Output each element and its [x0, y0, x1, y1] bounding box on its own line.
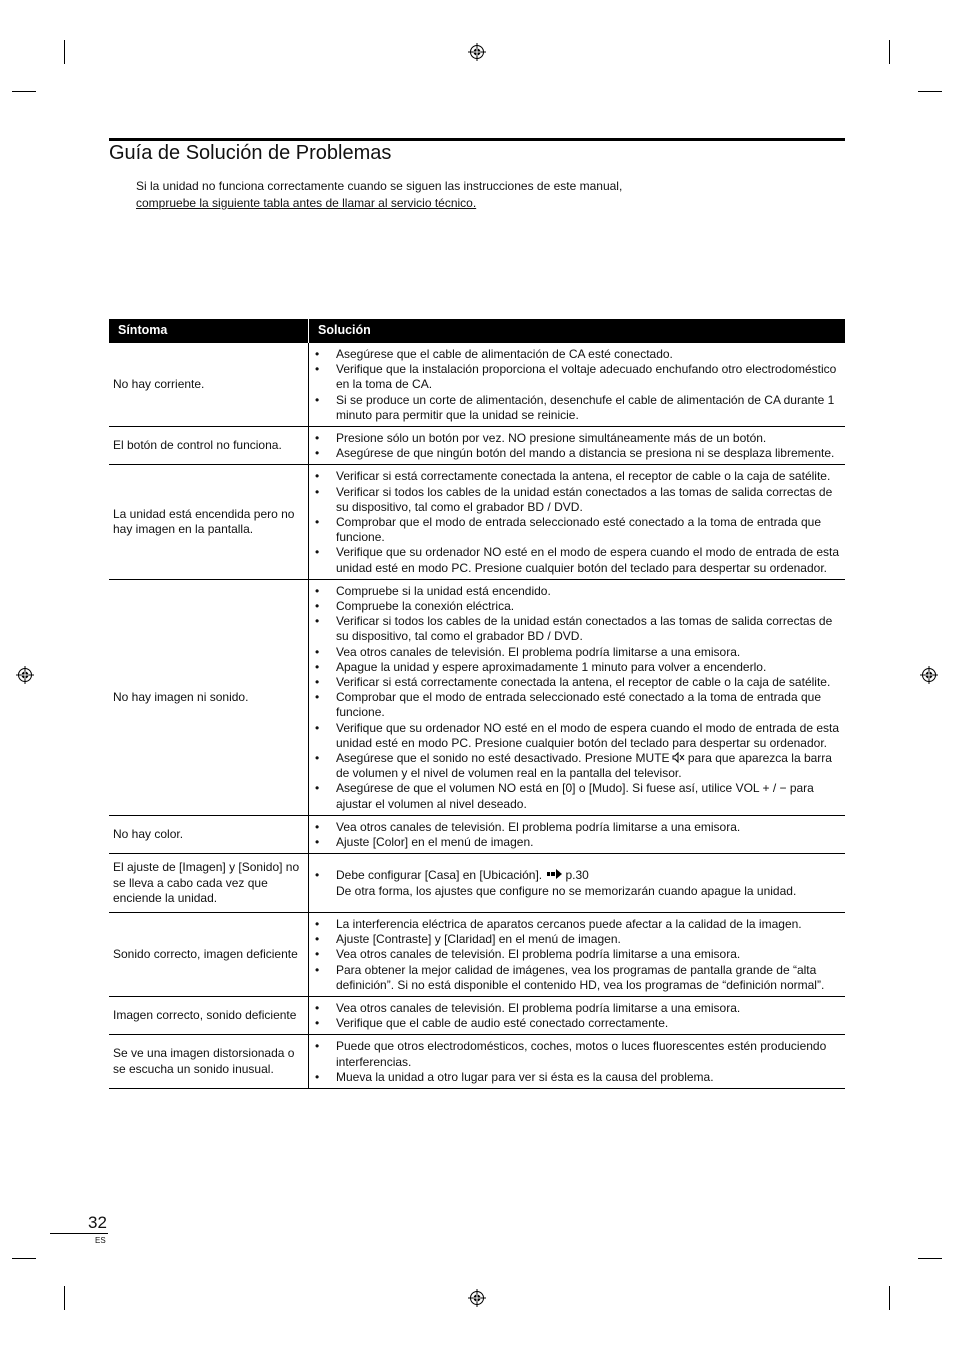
solution-item — [315, 868, 841, 883]
solution-item: • Vea otros canales de televisión. El problema podría limitarse a una emisora. — [315, 645, 841, 660]
solution-item: • Verificar si todos los cables de la unidad están conectados a las tomas de salida correctas de su dispositivo, tal como el grabador BD / DVD. — [315, 614, 841, 644]
solution-item: • Comprobar que el modo de entrada seleccionado esté conectado a la toma de entrada que funcione. — [315, 515, 841, 545]
crop-mark — [918, 91, 942, 92]
crop-mark — [889, 1286, 890, 1310]
table-row — [109, 996, 845, 1034]
menu-value: [Claridad] — [444, 932, 496, 947]
crop-mark — [64, 1286, 65, 1310]
crop-mark — [918, 1258, 942, 1259]
text: para que aparezca la barra de volumen y el nivel de volumen real en la pantalla del televisor. — [336, 751, 832, 781]
symptom-cell: El botón de control no funciona. — [109, 427, 309, 465]
table-header-row — [109, 319, 845, 343]
text: y — [225, 860, 239, 875]
table-row — [109, 1035, 845, 1089]
table-row — [109, 912, 845, 996]
symptom-cell: La unidad está encendida pero no hay imagen en la pantalla. — [109, 465, 309, 579]
symptom-cell — [109, 854, 309, 913]
vol-key-label: VOL + / − — [735, 781, 787, 796]
solution-item: • Vea otros canales de televisión. El problema podría limitarse a una emisora. — [315, 820, 841, 835]
solution-item: • Comprobar que el modo de entrada seleccionado esté conectado a la toma de entrada que funcione. — [315, 690, 841, 720]
text: El ajuste de — [113, 860, 180, 875]
menu-value: [0] — [562, 781, 576, 796]
page-number-rule — [50, 1233, 108, 1234]
symptom-cell: No hay imagen ni sonido. — [109, 579, 309, 815]
text: . Si fuese así, utilice — [625, 781, 736, 796]
solution-cell — [309, 465, 846, 579]
solution-item — [315, 781, 841, 811]
troubleshooting-table — [109, 319, 845, 1089]
text: en el menú de imagen. — [495, 932, 621, 947]
crop-mark — [889, 40, 890, 64]
solution-cell — [309, 579, 846, 815]
solution-item: • Puede que otros electrodomésticos, coches, motos o luces fluorescentes estén produciendo interferencias. — [315, 1039, 841, 1069]
table-row — [109, 427, 845, 465]
solution-item: • Compruebe si la unidad está encendido. — [315, 584, 841, 599]
solution-item: • Verifique que su ordenador NO esté en el modo de espera cuando el modo de entrada de esta unidad esté en modo PC. Presione cualquier botón del teclado para despertar su ordenador. — [315, 545, 841, 575]
solution-item: • La interferencia eléctrica de aparatos cercanos puede afectar a la calidad de la imagen. — [315, 917, 841, 932]
menu-value: [Ubicación] — [479, 868, 539, 883]
solution-cell — [309, 1035, 846, 1089]
table-row — [109, 579, 845, 815]
symptom-cell: Sonido correcto, imagen deficiente — [109, 912, 309, 996]
crop-mark — [12, 1258, 36, 1259]
arrow-reference-icon — [547, 869, 562, 879]
intro-underlined-line: compruebe la siguiente tabla antes de llamar al servicio técnico. — [136, 196, 477, 210]
solution-item: • Verifique que el cable de audio esté conectado correctamente. — [315, 1016, 841, 1031]
solution-cell — [309, 912, 846, 996]
text: o — [575, 781, 589, 796]
text: . — [820, 977, 825, 992]
quoted-term: “alta definición” — [336, 962, 817, 992]
text: Asegúrese que el sonido no esté desactivado. Presione — [336, 751, 636, 766]
header-symptom: Síntoma — [109, 319, 309, 343]
crop-mark — [64, 40, 65, 64]
header-solution: Solución — [309, 319, 846, 343]
crop-mark — [12, 91, 36, 92]
solution-item: • Asegúrese que el cable de alimentación de CA esté conectado. — [315, 347, 841, 362]
intro-line: Si la unidad no funciona correctamente cuando se siguen las instrucciones de este manual, — [136, 179, 623, 193]
registration-mark-icon — [16, 666, 34, 684]
menu-value: [Imagen] — [179, 860, 226, 875]
solution-item: • Vea otros canales de televisión. El problema podría limitarse a una emisora. — [315, 947, 841, 962]
table-row — [109, 465, 845, 579]
solution-item: • Si se produce un corte de alimentación, desenchufe el cable de alimentación de CA durante 1 minuto para permitir que la unidad se reinicie. — [315, 393, 841, 423]
text: no se lleva a cabo cada vez que enciende la unidad. — [113, 860, 300, 905]
text: Debe configurar — [336, 868, 425, 883]
symptom-cell: No hay corriente. — [109, 343, 309, 427]
text: . — [538, 868, 546, 883]
language-code: ES — [95, 1236, 106, 1245]
menu-value: [Contraste] — [372, 932, 432, 947]
registration-mark-icon — [920, 666, 938, 684]
text: Asegúrese de que el volumen NO está en — [336, 781, 563, 796]
solution-cell — [309, 854, 846, 913]
table-row — [109, 343, 845, 427]
mute-icon — [672, 752, 685, 763]
text: Para obtener la mejor calidad de imágenes, vea los programas de pantalla grande de — [336, 962, 793, 977]
mute-key-label: MUTE — [635, 751, 670, 766]
solution-item: • Verificar si todos los cables de la unidad están conectados a las tomas de salida correctas de su dispositivo, tal como el grabador BD / DVD. — [315, 485, 841, 515]
solution-item: • Verifique que la instalación proporciona el voltaje adecuado enchufando otro electrodoméstico en la toma de CA. — [315, 362, 841, 392]
solution-item — [315, 751, 841, 781]
text: para ajustar el volumen al nivel deseado. — [336, 781, 814, 811]
menu-value: [Color] — [372, 835, 409, 850]
text: y — [431, 932, 445, 947]
solution-item: • Mueva la unidad a otro lugar para ver si ésta es la causa del problema. — [315, 1070, 841, 1085]
text: en el menú de imagen. — [408, 835, 534, 850]
solution-cell — [309, 427, 846, 465]
intro — [136, 178, 622, 212]
solution-cell — [309, 343, 846, 427]
menu-value: [Casa] — [424, 868, 460, 883]
page-number: 32 — [88, 1213, 107, 1232]
solution-cell — [309, 996, 846, 1034]
solution-item: • Vea otros canales de televisión. El problema podría limitarse a una emisora. — [315, 1001, 841, 1016]
menu-value: [Sonido] — [238, 860, 283, 875]
page-title: Guía de Solución de Problemas — [109, 142, 392, 164]
menu-value: [Mudo] — [588, 781, 626, 796]
solution-item: • Verificar si está correctamente conectada la antena, el receptor de cable o la caja de satélite. — [315, 469, 841, 484]
solution-item: • Verifique que su ordenador NO esté en el modo de espera cuando el modo de entrada de esta unidad esté en modo PC. Presione cualquier botón del teclado para despertar su ordenador. — [315, 721, 841, 751]
quoted-term: “definición normal” — [722, 977, 821, 992]
solution-item — [315, 835, 841, 850]
solution-item: • Apague la unidad y espere aproximadamente 1 minuto para volver a encenderlo. — [315, 660, 841, 675]
symptom-cell: No hay color. — [109, 815, 309, 853]
solution-item: • Verificar si está correctamente conectada la antena, el receptor de cable o la caja de satélite. — [315, 675, 841, 690]
text: Ajuste — [336, 835, 373, 850]
solution-cell — [309, 815, 846, 853]
symptom-cell: Imagen correcto, sonido deficiente — [109, 996, 309, 1034]
solution-item — [315, 963, 841, 993]
registration-mark-icon — [468, 43, 486, 61]
registration-mark-icon — [468, 1289, 486, 1307]
solution-item — [315, 932, 841, 947]
solution-item: • Asegúrese de que ningún botón del mando a distancia se presiona ni se desplaza libremente. — [315, 446, 841, 461]
table-row — [109, 815, 845, 853]
solution-item: • Presione sólo un botón por vez. NO presione simultáneamente más de un botón. — [315, 431, 841, 446]
solution-note: De otra forma, los ajustes que configure no se memorizarán cuando apague la unidad. — [336, 883, 797, 898]
table-row — [109, 854, 845, 913]
page-reference: p.30 — [565, 868, 589, 883]
text: Ajuste — [336, 932, 373, 947]
text: en — [459, 868, 480, 883]
symptom-cell: Se ve una imagen distorsionada o se escucha un sonido inusual. — [109, 1035, 309, 1089]
solution-item: • Compruebe la conexión eléctrica. — [315, 599, 841, 614]
text: . Si no está disponible el contenido HD, vea los programas de — [390, 977, 723, 992]
